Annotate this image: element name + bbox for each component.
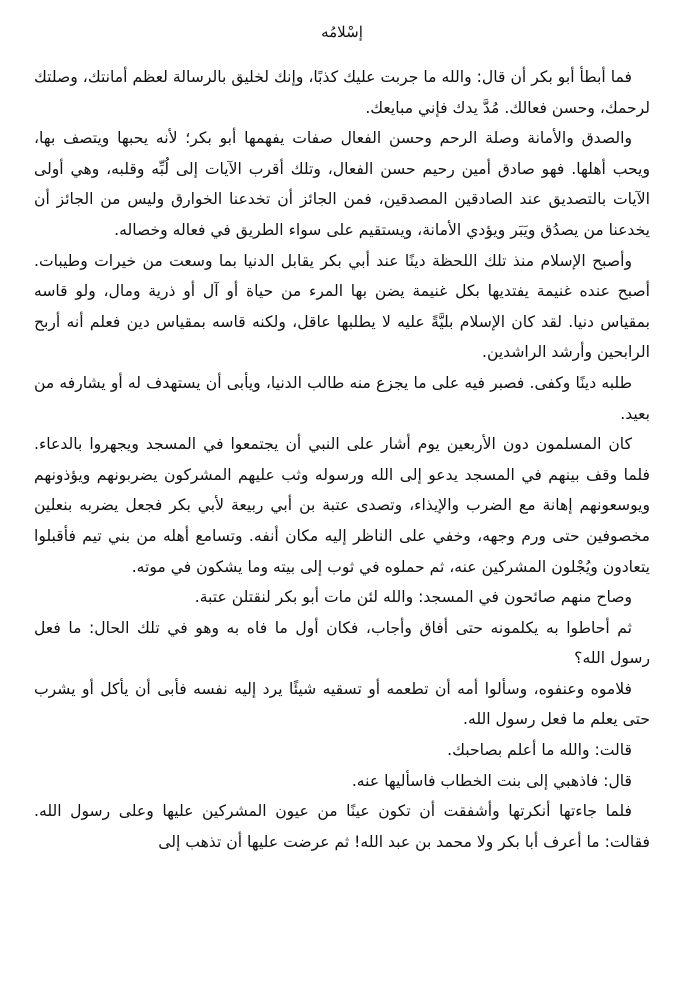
paragraph-5: كان المسلمون دون الأربعين يوم أشار على النبي أن يجتمعوا في المسجد ويجهروا بالدعاء. فلما وقف بينهم في المسجد يدعو إلى الله ورسوله وثب عليهم المشركون يضربونهم ويؤذونهم ويوسعونهم إهانة مع الضرب والإيذاء، وتصدى عتبة بن أبي ربيعة لأبي بكر فجعل يضربه بنعلين مخصوفين حتى ورم وجهه، وخفي على الناظر إليه مكان أنفه. وتسامع أهله من بني تيم فأقبلوا يتعادون ويُجْلون المشركين عنه، ثم حملوه في ثوب إلى بيته وما يشكون في موته. <box>34 435 650 576</box>
paragraph-7: ثم أحاطوا به يكلمونه حتى أفاق وأجاب، فكان أول ما فاه به وهو في تلك الحال: ما فعل رسول الله؟ <box>34 618 650 668</box>
paragraph-2: والصدق والأمانة وصلة الرحم وحسن الفعال صفات يفهمها أبو بكر؛ لأنه يحبها ويتصف بها، ويحب أهلها. فهو صادق أمين رحيم حسن الفعال، وتلك أقرب الآيات إلى لُبِّه وقلبه، وهي أولى الآيات بالتصديق عند الصادقين المصدقين، فمن الجائز أن تخدعنا الخوارق وليس من الجائز أن يخدعنا من يصدُق ويَبَر ويؤدي الأمانة، ويستقيم على سواء الطريق في فعاله وخصاله. <box>34 129 650 239</box>
paragraph-1: فما أبطأ أبو بكر أن قال: والله ما جربت عليك كذبًا، وإنك لخليق بالرسالة لعظم أمانتك، وصلتك لرحمك، وحسن فعالك. مُدَّ يدك فإني مبايعك. <box>34 68 650 117</box>
paragraph-4: طلبه دينًا وكفى. فصبر فيه على ما يجزع منه طالب الدنيا، ويأبى أن يستهدف له أو يشارفه من بعيد. <box>34 373 650 423</box>
paragraph-6: وصاح منهم صائحون في المسجد: والله لئن مات أبو بكر لنقتلن عتبة. <box>194 588 632 607</box>
paragraph-3: وأصبح الإسلام منذ تلك اللحظة دينًا عند أبي بكر يقابل الدنيا بما وسعت من خيرات وطيبات. أصبح عنده غنيمة يفتديها بكل غنيمة يضن بها المرء من حياة أو آل أو ذرية ومال، ولو قاسه بمقياس دنيا. لقد كان الإسلام بليَّةً عليه لا يطلبها عاقل، ولكنه قاسه بمقياس دين فعلم أنه أربح الرابحين وأرشد الراشدين. <box>34 251 650 362</box>
running-title: إسْلامُه <box>321 23 363 41</box>
paragraph-10: قال: فاذهبي إلى بنت الخطاب فاسأليها عنه. <box>351 771 632 790</box>
paragraph-8: فلاموه وعنفوه، وسألوا أمه أن تطعمه أو تسقيه شيئًا يرد إليه نفسه فأبى أن يأكل أو يشرب حتى يعلم ما فعل رسول الله. <box>34 679 650 729</box>
paragraph-9: قالت: والله ما أعلم بصاحبك. <box>447 741 632 760</box>
paragraph-11: فلما جاءتها أنكرتها وأشفقت أن تكون عينًا من عيون المشركين عليها وعلى رسول الله. فقالت: ما أعرف أبا بكر ولا محمد بن عبد الله! ثم عرضت عليها أن تذهب إلى <box>34 802 650 851</box>
body-text <box>34 62 650 857</box>
